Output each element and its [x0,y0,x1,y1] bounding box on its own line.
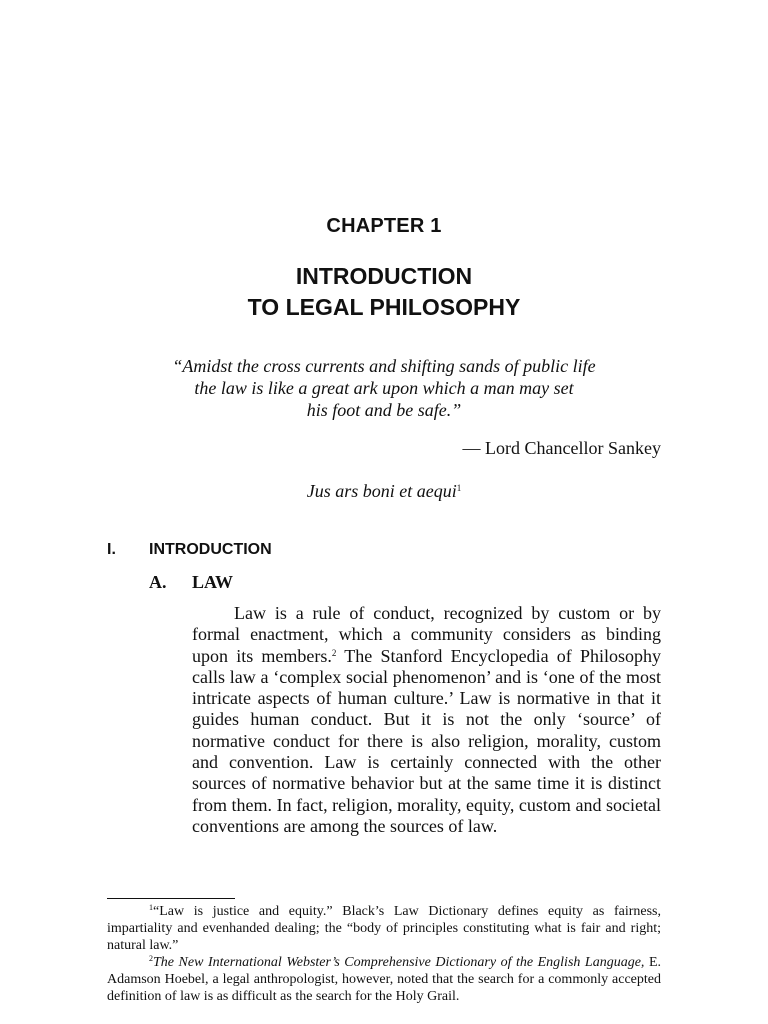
section-number: I. [107,541,116,558]
body-text-part-1: Law is a rule of conduct, recognized by custom or by formal enactment, which a community considers as binding upon its members. [192,603,661,666]
body-paragraph [192,603,661,837]
epigraph-quote [0,355,768,421]
footnote-ref-2[interactable]: 2 [331,647,337,658]
footnote-1-text: “Law is justice and equity.” Black’s Law Dictionary defines equity as fairness, impartiality and evenhanded dealing; the “body of principles constituting what is fair and right; natural law.” [107,904,661,953]
body-text-part-2: The Stanford Encyclopedia of Philosophy calls law a ‘complex social phenomenon’ and is ‘one of the most intricate aspects of human culture.’ Law is normative in that it guides human conduct. But it is not the only ‘source’ of normative conduct for there is also religion, morality, custom and convention. Law is certainly connected with the other sources of normative behavior but at the same time it is distinct from them. In fact, religion, morality, equity, custom and societal conventions are among the sources of law. [192,645,661,836]
latin-maxim [0,481,768,502]
epigraph-line-2: the law is like a great ark upon which a man may set [194,378,574,398]
footnote-divider [107,898,235,899]
epigraph-line-3: his foot and be safe.” [306,400,462,420]
epigraph-line-1: “Amidst the cross currents and shifting sands of public life [172,356,596,376]
footnote-2-citation: The New International Webster’s Comprehensive Dictionary of the English Language, [153,955,645,970]
subsection-number: A. [149,572,167,592]
footnote-2-marker: 2 [149,954,153,963]
footnote-1-marker: 1 [149,903,153,912]
chapter-number: CHAPTER 1 [326,215,442,237]
chapter-title-line-2: TO LEGAL PHILOSOPHY [247,294,521,320]
epigraph-attribution: — Lord Chancellor Sankey [462,438,661,458]
footnotes [107,903,661,1005]
latin-maxim-text: Jus ars boni et aequi [306,481,457,501]
footnote-ref-1[interactable]: 1 [456,483,462,493]
chapter-title [0,261,768,323]
footnote-1 [107,903,661,954]
section-title: INTRODUCTION [149,541,272,558]
footnote-2 [107,954,661,1005]
chapter-title-line-1: INTRODUCTION [295,263,473,289]
footnote-2-text: E. Adamson Hoebel, a legal anthropologist, however, noted that the search for a commonly accepted definition of law is as difficult as the search for the Holy Grail. [107,955,661,1004]
subsection-title: LAW [192,572,234,592]
